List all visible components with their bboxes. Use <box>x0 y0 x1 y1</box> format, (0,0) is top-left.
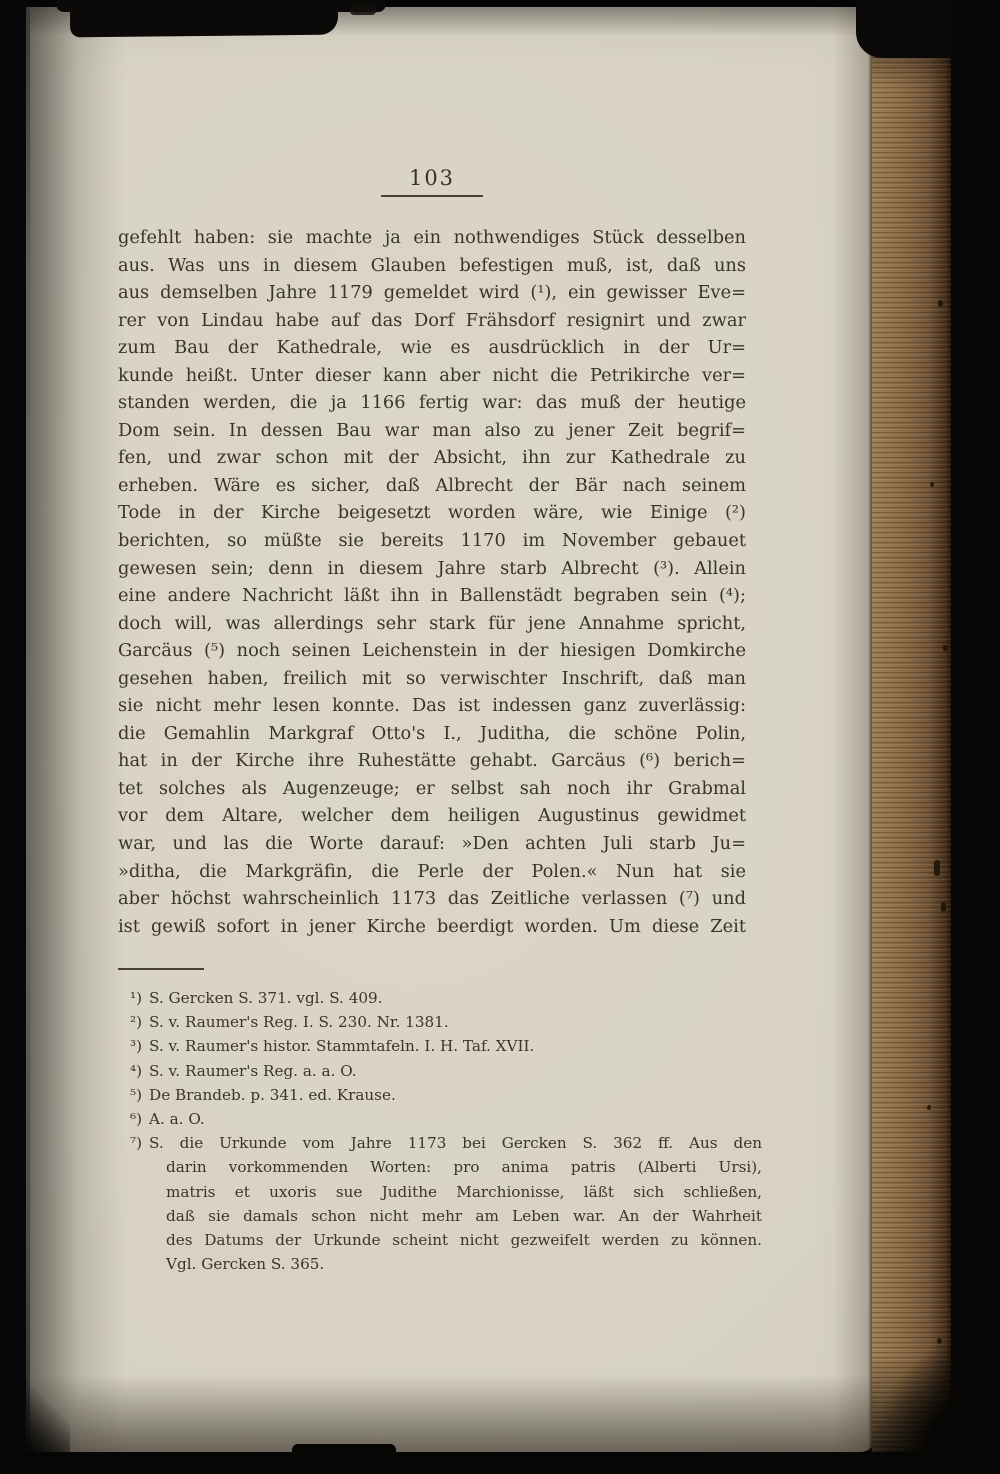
footnote-text: S. v. Raumer's Reg. a. a. O. <box>149 1061 357 1080</box>
body-line: doch will, was allerdings sehr stark für jene Annahme spricht, <box>118 612 746 634</box>
body-line: fen, und zwar schon mit der Absicht, ihn zur Kathedrale zu <box>118 447 746 469</box>
body-line: kunde heißt. Unter dieser kann aber nicht die Petrikirche ver= <box>118 364 746 386</box>
footnote-text: S. v. Raumer's histor. Stammtafeln. I. H. Taf. XVII. <box>149 1037 535 1056</box>
body-line: Dom sein. In dessen Bau war man also zu jener Zeit begrif= <box>118 419 746 441</box>
footnote-marker: ⁷) <box>130 1134 143 1153</box>
paper-speck <box>937 1338 942 1344</box>
footnote-7 <box>130 1131 762 1155</box>
footnote-7-line: daß sie damals schon nicht mehr am Leben war. An der Wahrheit <box>166 1206 762 1225</box>
footnote-7-line: Vgl. Gercken S. 365. <box>166 1255 325 1274</box>
body-text <box>118 224 746 940</box>
footnote-2 <box>130 1010 762 1034</box>
body-line: gefehlt haben: sie machte ja ein nothwendiges Stück desselben <box>118 227 746 248</box>
photo-frame-bottom <box>0 1452 1000 1474</box>
page-number-rule <box>381 195 483 197</box>
book-page <box>30 6 875 1452</box>
body-line: rer von Lindau habe auf das Dorf Frähsdorf resignirt und zwar <box>118 309 746 331</box>
page-edges <box>872 2 952 1470</box>
page-header <box>118 166 746 197</box>
body-line: ist gewiß sofort in jener Kirche beerdigt worden. Um diese Zeit <box>118 915 746 937</box>
body-line: die Gemahlin Markgraf Otto's I., Juditha, die schöne Polin, <box>118 722 746 744</box>
page-number: 103 <box>408 166 456 190</box>
body-line: Garcäus (⁵) noch seinen Leichenstein in der hiesigen Domkirche <box>118 640 746 662</box>
footnote-separator <box>118 968 204 970</box>
footnote-text: S. v. Raumer's Reg. I. S. 230. Nr. 1381. <box>149 1013 449 1032</box>
footnote-7-line: darin vorkommenden Worten: pro anima patris (Alberti Ursi), <box>166 1158 762 1177</box>
body-line: aus demselben Jahre 1179 gemeldet wird (¹), ein gewisser Eve= <box>118 282 746 304</box>
body-line: tet solches als Augenzeuge; er selbst sah noch ihr Grabmal <box>118 777 746 799</box>
photo-frame-right <box>951 0 1000 1474</box>
footnote-marker: ³) <box>130 1037 143 1056</box>
body-line: standen werden, die ja 1166 fertig war: das muß der heutige <box>118 392 746 414</box>
footnote-marker: ⁶) <box>130 1110 143 1129</box>
footnote-1 <box>130 986 762 1010</box>
footnote-marker: ⁴) <box>130 1061 143 1080</box>
footnote-7-line: des Datums der Urkunde scheint nicht gezweifelt werden zu können. <box>166 1231 762 1250</box>
body-line: Tode in der Kirche beigesetzt worden wäre, wie Einige (²) <box>118 502 746 524</box>
body-line: »ditha, die Markgräfin, die Perle der Polen.« Nun hat sie <box>118 860 746 882</box>
body-line: sie nicht mehr lesen konnte. Das ist indessen ganz zuverlässig: <box>118 695 746 717</box>
paper-speck <box>943 645 948 651</box>
body-line: zum Bau der Kathedrale, wie es ausdrücklich in der Ur= <box>118 337 746 359</box>
body-line: gesehen haben, freilich mit so verwischter Inschrift, daß man <box>118 667 746 689</box>
footnote-marker: ¹) <box>130 989 143 1007</box>
body-line: hat in der Kirche ihre Ruhestätte gehabt. Garcäus (⁶) berich= <box>118 750 746 772</box>
body-line: gewesen sein; denn in diesem Jahre starb Albrecht (³). Allein <box>118 557 746 579</box>
photo-frame-shadow <box>70 0 338 37</box>
footnote-7-line: matris et uxoris sue Judithe Marchionisse, läßt sich schließen, <box>166 1182 762 1201</box>
body-line: vor dem Altare, welcher dem heiligen Augustinus gewidmet <box>118 805 746 827</box>
footnote-text: S. Gercken S. 371. vgl. S. 409. <box>149 989 383 1007</box>
footnote-4 <box>130 1059 762 1083</box>
footnote-text: S. die Urkunde vom Jahre 1173 bei Gercken S. 362 ff. Aus den <box>149 1134 762 1153</box>
footnotes <box>130 986 762 1276</box>
body-line: erheben. Wäre es sicher, daß Albrecht der Bär nach seinem <box>118 474 746 496</box>
body-line: aus. Was uns in diesem Glauben befestigen muß, ist, daß uns <box>118 254 746 276</box>
paper-speck <box>927 1105 931 1110</box>
footnote-6 <box>130 1107 762 1131</box>
body-line: eine andere Nachricht läßt ihn in Ballenstädt begraben sein (⁴); <box>118 585 746 607</box>
footnote-3 <box>130 1034 762 1058</box>
paper-speck <box>938 300 943 307</box>
photo-frame-left <box>0 0 26 1474</box>
paper-speck <box>934 860 940 876</box>
footnote-marker: ²) <box>130 1013 143 1032</box>
body-line: war, und las die Worte darauf: »Den achten Juli starb Ju= <box>118 833 746 855</box>
body-line: aber höchst wahrscheinlich 1173 das Zeitliche verlassen (⁷) und <box>118 888 746 910</box>
paper-speck <box>941 902 946 912</box>
photo-frame-mark <box>350 5 376 15</box>
paper-speck <box>930 482 934 487</box>
footnote-text: A. a. O. <box>149 1110 205 1129</box>
footnote-5 <box>130 1083 762 1107</box>
footnote-text: De Brandeb. p. 341. ed. Krause. <box>149 1085 396 1104</box>
footnote-marker: ⁵) <box>130 1085 143 1104</box>
body-line: berichten, so müßte sie bereits 1170 im November gebauet <box>118 530 746 552</box>
